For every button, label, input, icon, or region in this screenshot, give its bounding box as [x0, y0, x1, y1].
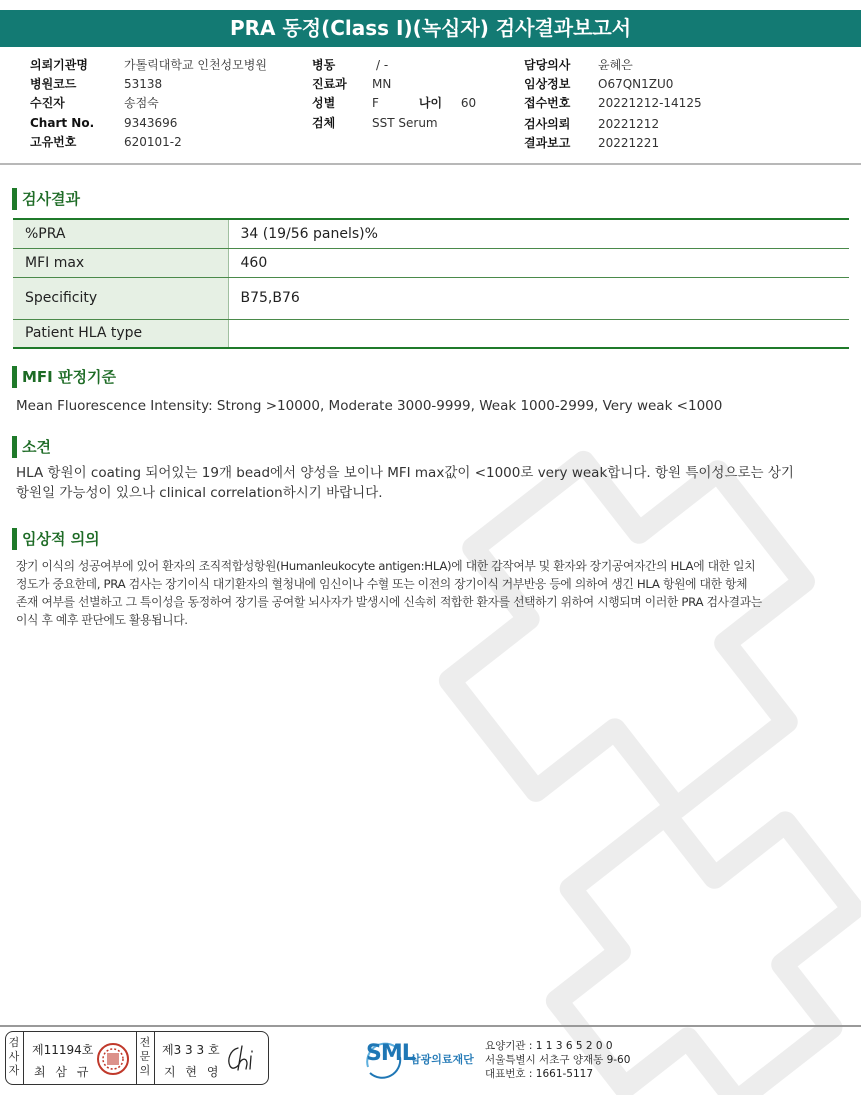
section-title-clinical: 임상적 의의	[12, 528, 100, 550]
table-row	[13, 277, 849, 319]
dept-label: 진료과	[312, 77, 347, 92]
info-value: 9343696	[124, 115, 178, 130]
result-value: 460	[228, 248, 849, 277]
info-label: 수진자	[30, 96, 65, 111]
table-row	[13, 319, 849, 348]
dept-value: MN	[372, 77, 392, 92]
clinical-line: 정도가 중요한데, PRA 검사는 장기이식 대기환자의 혈청내에 임신이나 수혈 또는 이전의 장기이식 거부반응 등에 의하여 생긴 HLA 항원에 대한 항체	[16, 577, 748, 591]
signature-box	[5, 1031, 269, 1085]
footer-divider	[0, 1025, 861, 1027]
specialist-label: 전 문 의	[139, 1036, 151, 1077]
tester-name: 최 삼 규	[34, 1065, 92, 1079]
specialist-name: 지 현 영	[164, 1065, 222, 1079]
info-value: 송점숙	[124, 96, 159, 111]
clinical-text	[16, 557, 846, 629]
info-value: 가톨릭대학교 인천성모병원	[124, 58, 267, 72]
opinion-text	[16, 463, 846, 503]
info-label: 검사의뢰	[524, 116, 571, 131]
divider	[136, 1032, 137, 1084]
info-label: 접수번호	[524, 96, 571, 111]
address-line: 대표번호 : 1661-5117	[485, 1068, 594, 1080]
info-value: 20221221	[598, 135, 660, 150]
result-table	[13, 218, 849, 349]
section-title-mfi: MFI 판정기준	[12, 366, 116, 388]
info-label: 고유번호	[30, 134, 77, 149]
address-line: 요양기관 : 1 1 3 6 5 2 0 0	[485, 1040, 613, 1052]
info-label: 담당의사	[524, 58, 571, 72]
tester-license-no: 제11194호	[32, 1043, 94, 1057]
ward-value: / -	[376, 58, 389, 72]
header-divider	[0, 163, 861, 165]
signature-icon	[224, 1042, 264, 1076]
specimen-value: SST Serum	[372, 115, 438, 130]
specialist-license-no: 제3 3 3 호	[162, 1043, 220, 1057]
opinion-line: HLA 항원이 coating 되어있는 19개 bead에서 양성을 보이나 MFI max값이 <1000로 very weak합니다. 항원 특이성으로는 상기	[16, 465, 794, 481]
logo-text: SML	[366, 1041, 415, 1066]
patient-info-middle	[312, 56, 476, 133]
section-title-result: 검사결과	[12, 188, 80, 210]
age-value: 60	[460, 96, 477, 111]
foundation-name: 삼광의료재단	[410, 1053, 474, 1066]
table-row	[13, 248, 849, 277]
info-value: 53138	[124, 77, 163, 92]
info-label: 의뢰기관명	[30, 58, 88, 72]
info-label: 병원코드	[30, 77, 77, 92]
result-key: Specificity	[13, 277, 228, 319]
clinical-line: 장기 이식의 성공여부에 있어 환자의 조직적합성항원(Humanleukocyte antigen:HLA)에 대한 감작여부 및 환자와 장기공여자간의 HLA에 대한 일치	[16, 559, 756, 573]
sex-value: F	[372, 96, 379, 111]
info-value: 20221212-14125	[598, 96, 702, 111]
info-value: 20221212	[598, 116, 660, 131]
result-key: %PRA	[13, 219, 228, 248]
section-title-opinion: 소견	[12, 436, 51, 458]
sex-label: 성별	[312, 96, 336, 111]
ward-label: 병동	[312, 58, 336, 72]
clinical-line: 이식 후 예후 판단에도 활용됩니다.	[16, 613, 188, 627]
result-value: 34 (19/56 panels)%	[228, 219, 849, 248]
age-label: 나이	[418, 96, 443, 111]
tester-label: 검 사 자	[8, 1036, 20, 1077]
opinion-line: 항원일 가능성이 있으나 clinical correlation하시기 바랍니다.	[16, 485, 383, 501]
info-label: 결과보고	[524, 135, 571, 150]
address-line: 서울특별시 서초구 양재동 9-60	[485, 1054, 631, 1066]
specimen-label: 검체	[312, 115, 336, 130]
result-key: Patient HLA type	[13, 319, 228, 348]
divider	[23, 1032, 24, 1084]
result-key: MFI max	[13, 248, 228, 277]
info-label: 임상정보	[524, 77, 571, 92]
info-label: Chart No.	[30, 115, 95, 130]
info-value: O67QN1ZU0	[598, 77, 674, 92]
report-title: PRA 동정(Class I)(녹십자) 검사결과보고서	[0, 10, 861, 47]
table-row	[13, 219, 849, 248]
result-value: B75,B76	[228, 277, 849, 319]
patient-info-left	[30, 56, 267, 152]
foundation-address	[485, 1039, 630, 1081]
clinical-line: 존재 여부를 선별하고 그 특이성을 동정하여 장기를 공여할 뇌사자가 발생시에 신속히 적합한 환자를 선택하기 위하여 시행되며 이러한 PRA 검사결과는	[16, 595, 762, 609]
info-value: 윤혜은	[598, 58, 633, 72]
mfi-criteria-text: Mean Fluorescence Intensity: Strong >10000, Moderate 3000-9999, Weak 1000-2999, Very weak <1000	[16, 398, 723, 414]
seal-icon	[96, 1042, 130, 1076]
info-value: 620101-2	[124, 134, 182, 149]
patient-info-right	[524, 56, 702, 153]
divider	[154, 1032, 155, 1084]
result-value	[228, 319, 849, 348]
